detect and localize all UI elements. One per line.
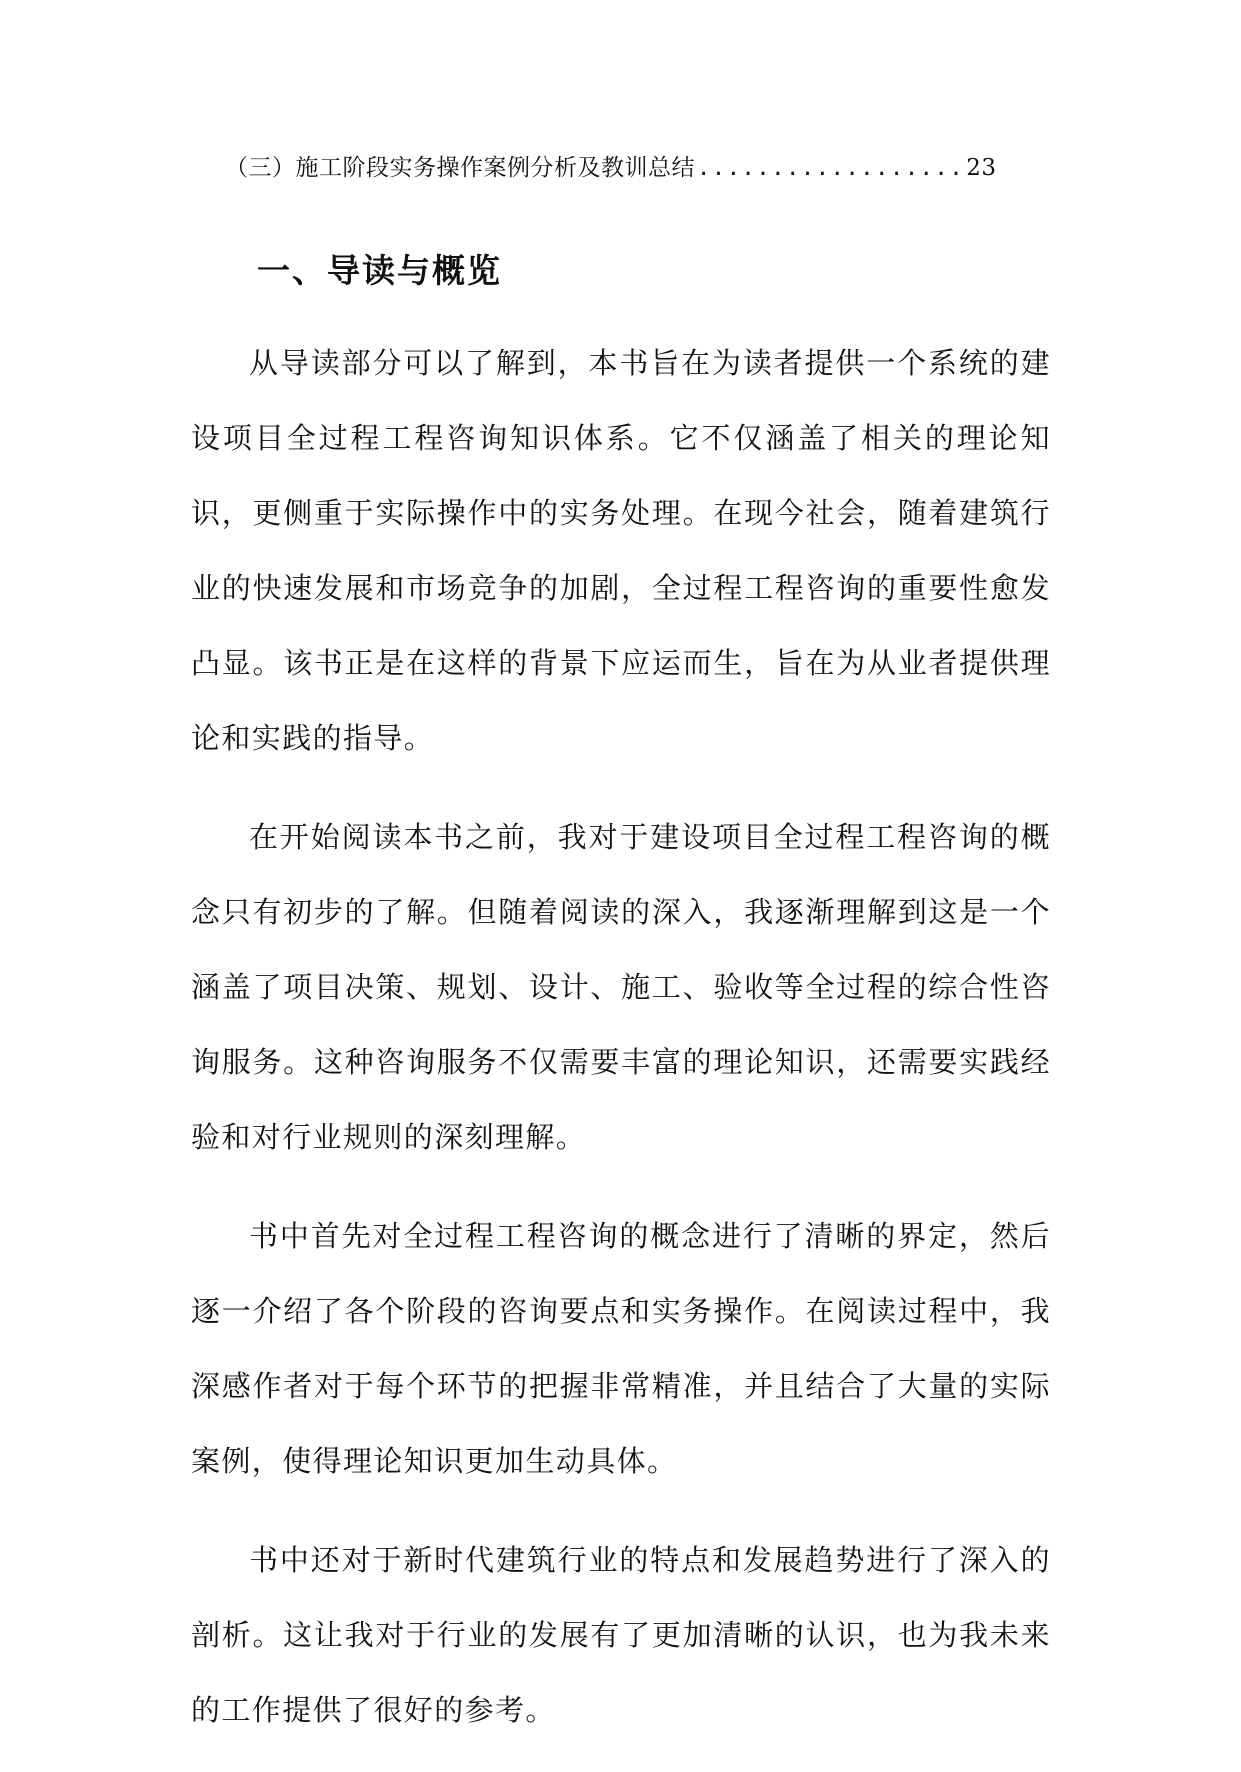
body-text [191, 326, 1051, 1772]
section-heading: 一、导读与概览 [257, 251, 502, 290]
paragraph-2: 在开始阅读本书之前，我对于建设项目全过程工程咨询的概念只有初步的了解。但随着阅读的深入，我逐渐理解到这是一个涵盖了项目决策、规划、设计、施工、验收等全过程的综合性咨询服务。这种咨询服务不仅需要丰富的理论知识，还需要实践经验和对行业规则的深刻理解。 [191, 820, 1051, 1154]
toc-page-number: 23 [966, 155, 997, 181]
toc-entry[interactable] [225, 148, 997, 189]
paragraph-3: 书中首先对全过程工程咨询的概念进行了清晰的界定，然后逐一介绍了各个阶段的咨询要点和实务操作。在阅读过程中，我深感作者对于每个环节的把握非常精准，并且结合了大量的实际案例，使得理论知识更加生动具体。 [191, 1219, 1051, 1478]
toc-entry-title: （三）施工阶段实务操作案例分析及教训总结 [225, 155, 695, 181]
toc-leader-dots: .................. [697, 156, 965, 181]
paragraph-4: 书中还对于新时代建筑行业的特点和发展趋势进行了深入的剖析。这让我对于行业的发展有了更加清晰的认识，也为我未来的工作提供了很好的参考。 [191, 1543, 1051, 1727]
paragraph-1: 从导读部分可以了解到，本书旨在为读者提供一个系统的建设项目全过程工程咨询知识体系。它不仅涵盖了相关的理论知识，更侧重于实际操作中的实务处理。在现今社会，随着建筑行业的快速发展和市场竞争的加剧，全过程工程咨询的重要性愈发凸显。该书正是在这样的背景下应运而生，旨在为从业者提供理论和实践的指导。 [191, 346, 1051, 755]
